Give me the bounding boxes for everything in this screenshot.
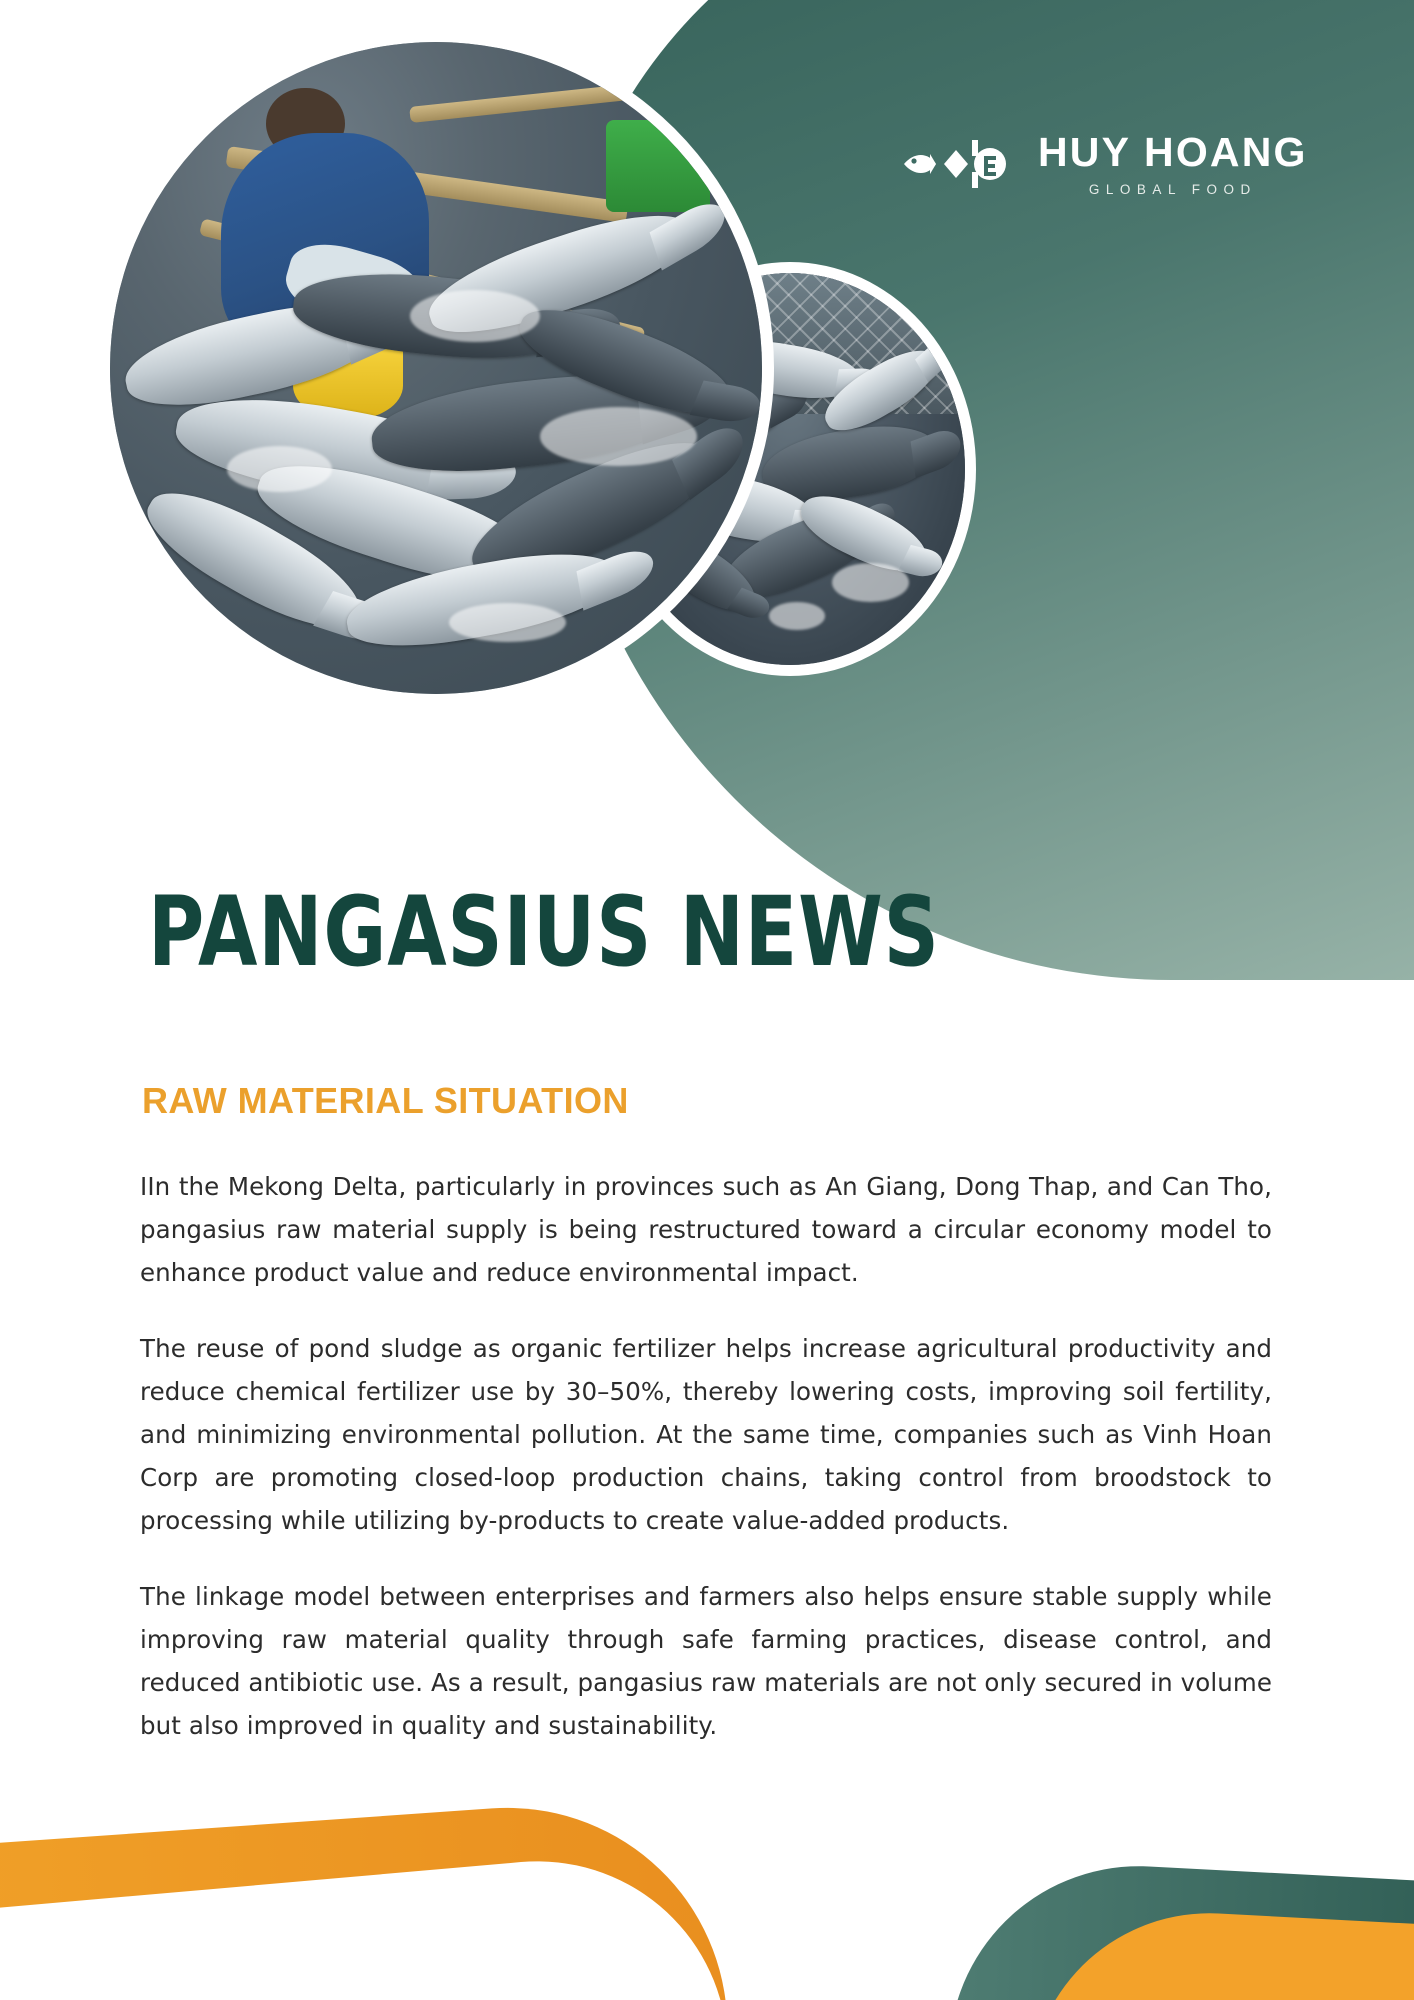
section-subtitle: RAW MATERIAL SITUATION [142, 1080, 629, 1121]
paragraph: IIn the Mekong Delta, particularly in provinces such as An Giang, Dong Thap, and Can Tho, pangasius raw material supply is being restructured toward a circular economy model to enhance product value and reduce environmental impact. [140, 1172, 1272, 1287]
paragraph: The linkage model between enterprises and farmers also helps ensure stable supply while improving raw material quality through safe farming practices, disease control, and reduced antibiotic use. As a result, pangasius raw materials are not only secured in volume but also improved in quality and sustainability. [140, 1582, 1272, 1740]
brand-logo [900, 128, 1308, 200]
fish-hexagon-logo-icon [900, 128, 1016, 200]
article-body [140, 1165, 1272, 1747]
brand-name: HUY HOANG [1038, 128, 1308, 175]
page-title: PANGASIUS NEWS [148, 876, 940, 988]
brand-tagline: GLOBAL FOOD [1088, 181, 1257, 197]
paragraph: The reuse of pond sludge as organic fertilizer helps increase agricultural productivity and reduce chemical fertilizer use by 30–50%, thereby lowering costs, improving soil fertility, and minimizing environmental pollution. At the same time, companies such as Vinh Hoan Corp are promoting closed-loop production chains, taking control from broodstock to processing while utilizing by-products to create value-added products. [140, 1334, 1272, 1535]
hero-image-primary [98, 30, 774, 706]
